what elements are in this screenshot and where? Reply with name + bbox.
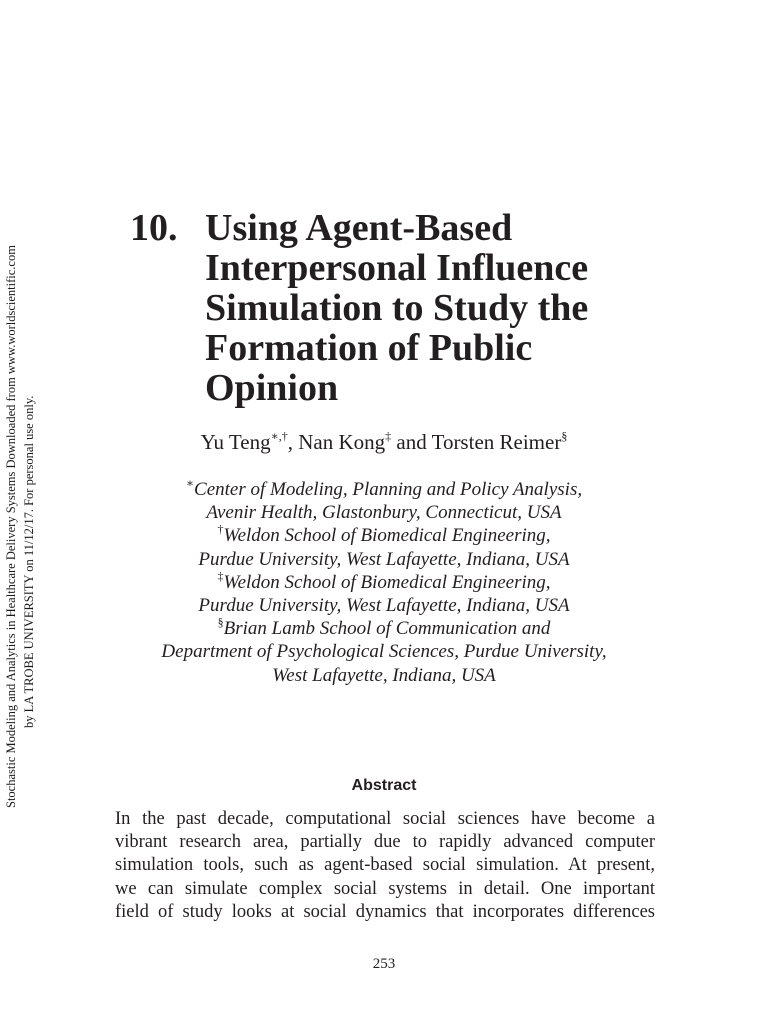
affiliation-line: Department of Psychological Sciences, Purdue University, <box>161 641 607 663</box>
chapter-title-line: Opinion <box>205 367 339 409</box>
affiliation-mark: † <box>217 522 224 537</box>
abstract-line: In the past decade, computational social sciences have become a <box>115 809 655 829</box>
abstract-heading: Abstract <box>351 777 417 794</box>
author-affiliation-mark: § <box>561 429 568 443</box>
affiliation-text: Weldon School of Biomedical Engineering, <box>223 525 551 547</box>
chapter-title-line: Simulation to Study the <box>205 287 589 329</box>
affiliation-line: Purdue University, West Lafayette, Indiana, USA <box>198 595 570 617</box>
download-notice-line-1: Stochastic Modeling and Analytics in Healthcare Delivery Systems Downloaded from www.worldscientific.com <box>4 245 18 808</box>
abstract-body <box>115 808 655 924</box>
chapter-title-line: Formation of Public <box>205 327 533 369</box>
abstract-line: we can simulate complex social systems in detail. One important <box>115 878 655 899</box>
chapter-title-line: Interpersonal Influence <box>205 247 589 289</box>
author-name: Torsten Reimer <box>431 430 562 454</box>
author-separator: , <box>287 430 299 454</box>
affiliation-line <box>0 524 768 547</box>
affiliation-mark: ∗ <box>185 476 195 490</box>
affiliation-mark: ‡ <box>217 568 224 583</box>
abstract-line: vibrant research area, partially due to rapidly advanced computer <box>115 832 655 853</box>
affiliation-text: Center of Modeling, Planning and Policy Analysis, <box>194 479 583 500</box>
author-affiliation-mark: ‡ <box>385 429 392 443</box>
author-separator: and <box>391 430 432 454</box>
chapter-title <box>205 208 685 408</box>
chapter-number: 10. <box>130 207 178 249</box>
author-list <box>0 428 768 456</box>
affiliation-text: Brian Lamb School of Communication and <box>223 618 551 640</box>
author-name: Nan Kong <box>298 430 386 454</box>
affiliation-line <box>0 478 768 501</box>
page-number: 253 <box>372 956 396 972</box>
affiliation-line <box>0 617 768 640</box>
affiliation-line: West Lafayette, Indiana, USA <box>272 664 496 686</box>
download-notice-line-2: by LA TROBE UNIVERSITY on 11/12/17. For personal use only. <box>22 395 36 728</box>
affiliation-text: Weldon School of Biomedical Engineering, <box>223 571 551 593</box>
abstract-line: simulation tools, such as agent-based social simulation. At present, <box>115 855 655 876</box>
affiliation-mark: § <box>217 615 224 630</box>
chapter-title-line: Using Agent-Based <box>205 207 513 249</box>
affiliation-line <box>0 568 768 594</box>
affiliations <box>0 478 768 687</box>
author-name: Yu Teng <box>200 430 271 454</box>
affiliation-line: Avenir Health, Glastonbury, Connecticut, USA <box>206 502 562 524</box>
abstract-line: field of study looks at social dynamics that incorporates differences <box>115 901 655 922</box>
author-affiliation-mark: ∗,† <box>270 429 288 443</box>
affiliation-line: Purdue University, West Lafayette, Indiana, USA <box>198 548 570 570</box>
